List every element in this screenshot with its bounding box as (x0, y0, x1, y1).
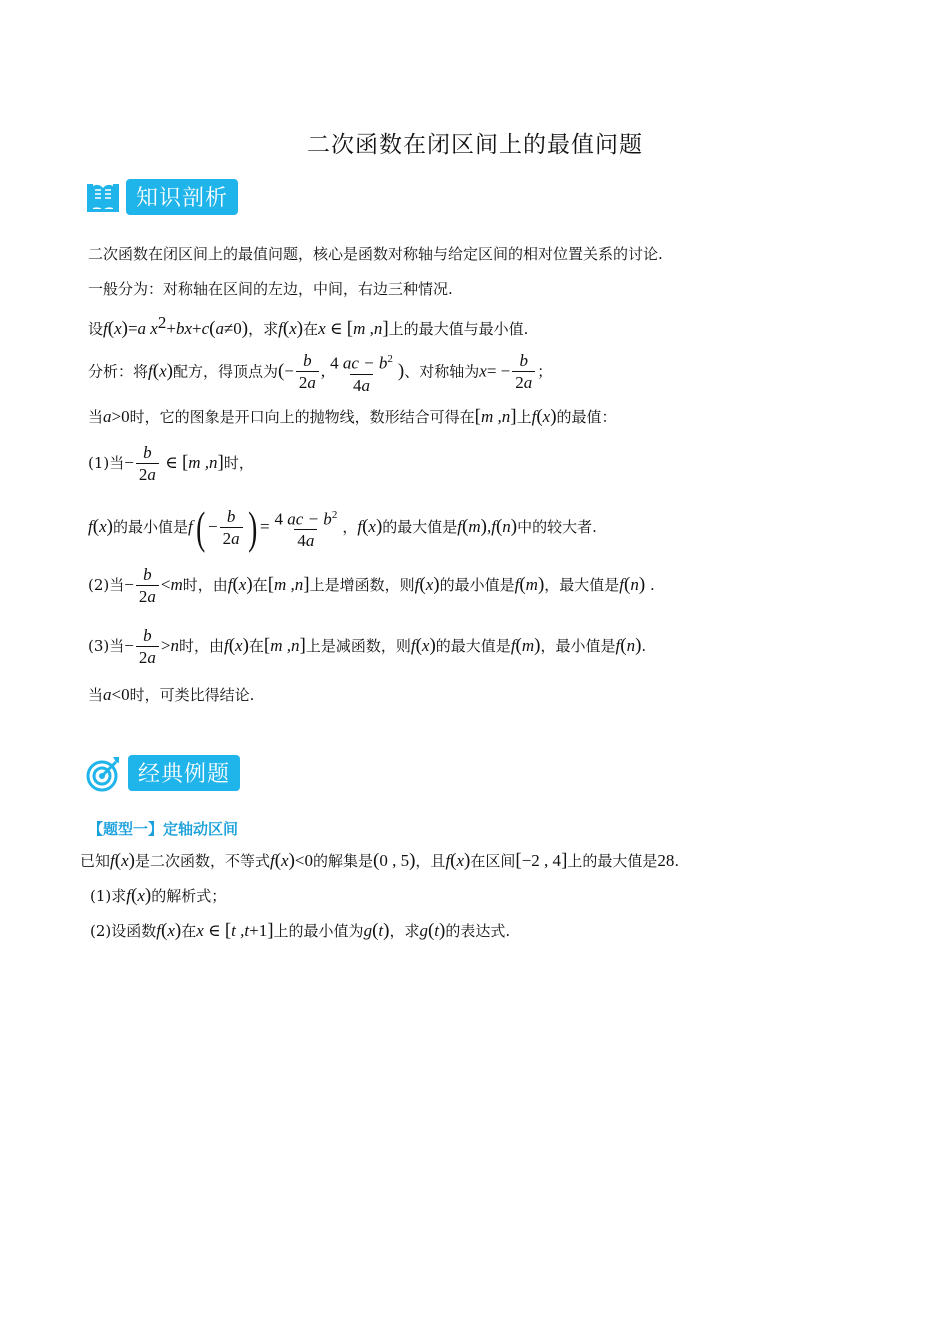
paragraph-analysis: 分析：将f(x)配方，得顶点为(− $\frac{b}{2a}$ , $\frac{4 ac - b^2}{4a}$ )、对称轴为x= − $\frac{b}{2a}$ ； (88, 351, 553, 395)
section-header-knowledge (86, 179, 238, 215)
section-label: 经典例题 (128, 755, 240, 791)
case-1-result: f(x)的最小值是f( − $\frac{b}{2a}$ ) = $\frac{4 ac - b^2}{4a}$ ，f(x)的最大值是f(m),f(n)中的较大者. (88, 502, 597, 553)
question-part-1: (1)求f(x)的解析式； (90, 885, 227, 906)
paragraph: 二次函数在闭区间上的最值问题，核心是函数对称轴与给定区间的相对位置关系的讨论. (88, 245, 663, 263)
case-2: (2)当− $\frac{b}{2a}$ <m时，由f(x)在[m ,n]上是增函数，则f(x)的最小值是f(m)，最大值是f(n) . (88, 565, 655, 606)
paragraph-case-negative: 当a<0时，可类比得结论. (88, 685, 255, 704)
question-statement: 已知f(x)是二次函数，不等式f(x)<0的解集是(0 , 5)，且f(x)在区间[−2 , 4]上的最大值是28. (80, 850, 680, 871)
page-title: 二次函数在闭区间上的最值问题 (307, 132, 643, 158)
case-1-condition: (1)当− $\frac{b}{2a}$ ∈ [m ,n]时， (88, 443, 254, 484)
paragraph: 一般分为：对称轴在区间的左边，中间，右边三种情况. (88, 280, 453, 298)
case-3: (3)当− $\frac{b}{2a}$ >n时，由f(x)在[m ,n]上是减函数，则f(x)的最大值是f(m)，最小值是f(n). (88, 626, 647, 667)
paragraph-setup: 设f(x)=a $x^2+bx+c(a\ne 0)$，求f(x)在x ∈ [m ,n]上的最大值与最小值. (88, 313, 529, 339)
target-icon (86, 754, 122, 792)
paragraph-case-positive: 当a>0时，它的图象是开口向上的抛物线，数形结合可得在[m ,n]上f(x)的最值： (88, 406, 617, 427)
section-label: 知识剖析 (126, 179, 238, 215)
section-header-examples (86, 755, 240, 791)
question-type-label: 【题型一】定轴动区间 (88, 820, 239, 838)
book-icon (86, 180, 120, 214)
question-part-2: (2)设函数f(x)在x ∈ [t ,t+1]上的最小值为g(t)，求g(t)的表达式. (90, 920, 511, 941)
